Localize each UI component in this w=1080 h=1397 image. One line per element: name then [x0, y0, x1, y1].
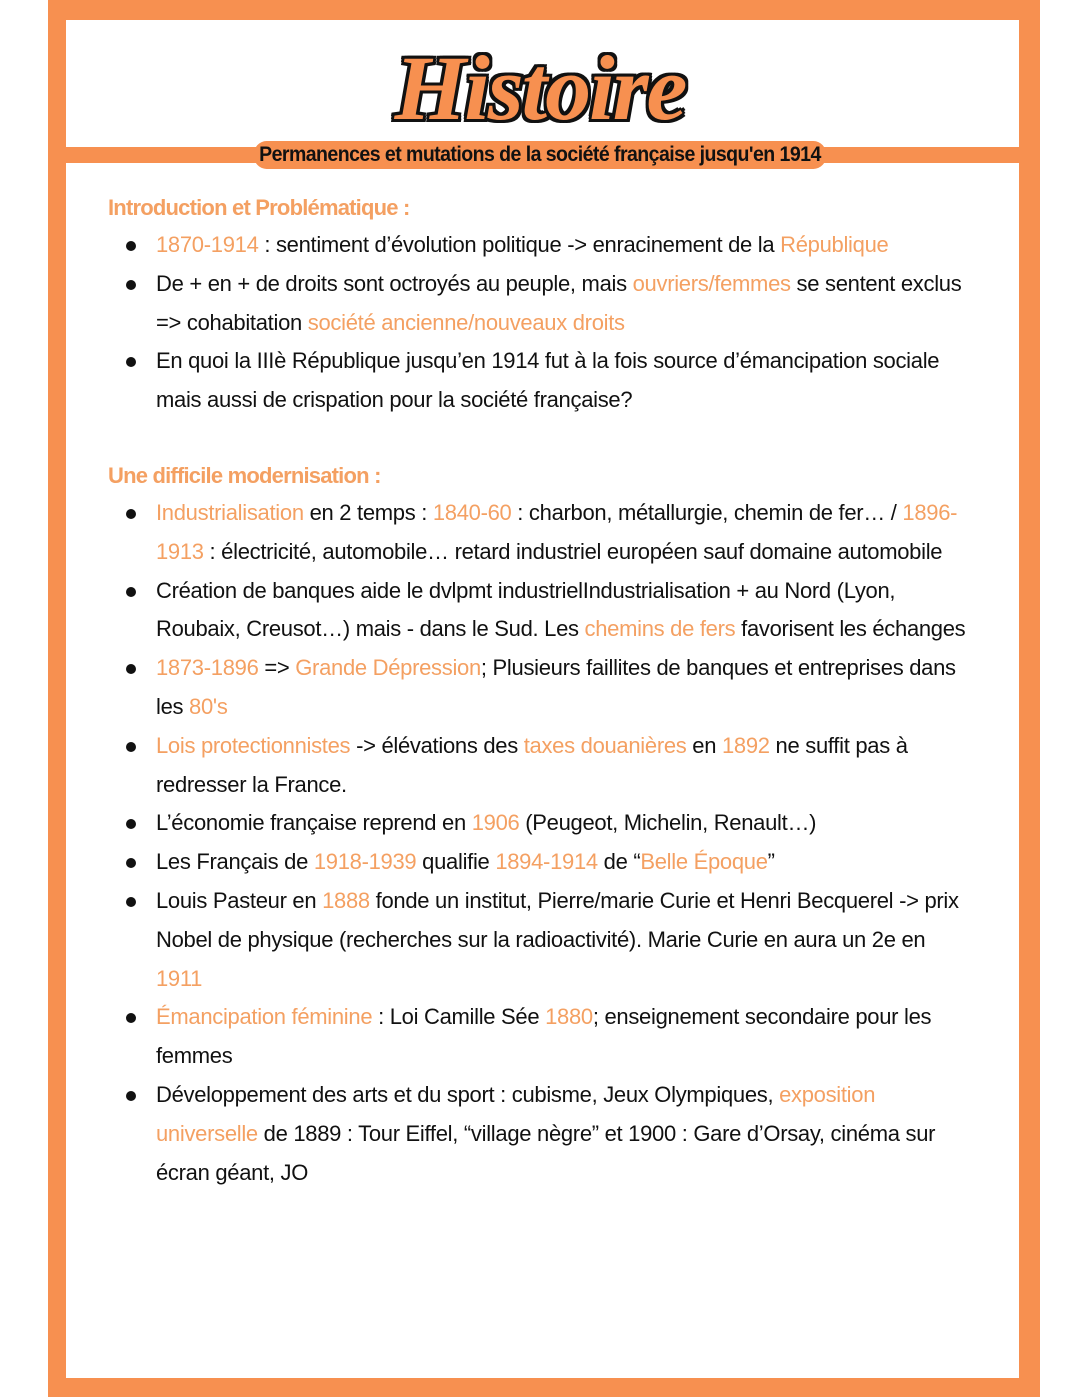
text-segment: ; enseignement secondaire pour les femmes [156, 1004, 932, 1069]
bullet-list [108, 494, 968, 1192]
highlighted-text: société ancienne/nouveaux droits [307, 309, 625, 335]
text-segment: (Peugeot, Michelin, Renault…) [519, 810, 817, 836]
section-heading: Introduction et Problématique : [108, 195, 410, 220]
list-item [156, 342, 968, 420]
list-item [156, 882, 968, 998]
highlighted-text: Grande Dépression [295, 655, 481, 681]
text-segment: fonde un institut, Pierre/marie Curie et Henri Becquerel -> prix Nobel de physique (recherches sur la radioactivité). Marie Curie en aura un 2e en [156, 887, 959, 952]
text-segment: : charbon, métallurgie, chemin de fer… / [511, 499, 903, 525]
text-segment: ne suffit pas à redresser la France. [156, 732, 908, 797]
highlighted-text: 1896-1913 [156, 499, 958, 564]
text-segment: de 1889 : Tour Eiffel, “village nègre” et 1900 : Gare d’Orsay, cinéma sur écran géant, JO [156, 1120, 936, 1185]
highlighted-text: Industrialisation [156, 499, 304, 525]
section [108, 458, 968, 1192]
bullet-list [108, 226, 968, 420]
highlighted-text: taxes douanières [523, 732, 687, 758]
text-segment: Les Français de [156, 849, 314, 875]
text-segment: L’économie française reprend en [156, 810, 472, 836]
text-segment: favorisent les échanges [735, 616, 966, 642]
highlighted-text: 1873-1896 [156, 655, 259, 681]
text-segment: Création de banques aide le dvlpmt industrielIndustrialisation + au Nord (Lyon, Roubaix, Creusot…) mais - dans le Sud. Les [156, 577, 896, 642]
text-segment: de “ [597, 849, 641, 875]
text-segment: -> élévations des [350, 732, 524, 758]
list-item [156, 649, 968, 727]
highlighted-text: 1870-1914 [156, 232, 259, 257]
page-title: Histoire [394, 37, 686, 139]
highlighted-text: ouvriers/femmes [632, 270, 791, 296]
highlighted-text: 1840-60 [432, 499, 512, 525]
list-item [156, 572, 968, 650]
highlighted-text: Émancipation féminine [156, 1004, 373, 1030]
list-item [156, 727, 968, 805]
list-item [156, 804, 968, 843]
highlighted-text: chemins de fers [584, 616, 736, 642]
highlighted-text: Belle Époque [640, 849, 768, 875]
section-heading: Une difficile modernisation : [108, 462, 381, 488]
text-segment: en [686, 732, 722, 758]
highlighted-text: Lois protectionnistes [156, 732, 351, 758]
highlighted-text: 1906 [471, 810, 520, 836]
subtitle-banner [0, 141, 1080, 169]
text-segment: ” [767, 849, 775, 875]
text-segment: se sentent exclus => cohabitation [156, 270, 962, 335]
text-segment: => [258, 655, 296, 681]
list-item [156, 494, 968, 572]
text-segment: De + en + de droits sont octroyés au peuple, mais [156, 270, 633, 296]
text-segment: en 2 temps : [303, 499, 433, 525]
list-item [156, 226, 968, 265]
highlighted-text: 1880 [545, 1004, 593, 1030]
section [108, 190, 968, 420]
page-subtitle: Permanences et mutations de la société française jusqu'en 1914 [254, 141, 827, 169]
text-segment: : électricité, automobile… retard industriel européen sauf domaine automobile [203, 538, 943, 564]
notes-content [108, 190, 968, 1192]
highlighted-text: République [780, 232, 889, 257]
highlighted-text: 1888 [322, 887, 370, 913]
list-item [156, 998, 968, 1076]
text-segment: Développement des arts et du sport : cubisme, Jeux Olympiques, [156, 1081, 780, 1107]
text-segment: Louis Pasteur en [156, 887, 323, 913]
text-segment: En quoi la IIIè République jusqu’en 1914 fut à la fois source d’émancipation sociale mais aussi de crispation pour la société française? [156, 348, 940, 413]
highlighted-text: 80's [189, 693, 228, 719]
list-item [156, 265, 968, 343]
highlighted-text: 1918-1939 [313, 849, 417, 875]
list-item [156, 1076, 968, 1192]
highlighted-text: 1911 [156, 965, 203, 991]
text-segment: ; Plusieurs faillites de banques et entreprises dans les [156, 655, 956, 719]
highlighted-text: exposition universelle [156, 1081, 876, 1146]
text-segment: : Loi Camille Sée [372, 1004, 546, 1030]
highlighted-text: 1894-1914 [495, 849, 598, 875]
text-segment: qualifie [416, 849, 496, 875]
highlighted-text: 1892 [722, 732, 770, 758]
list-item [156, 843, 968, 882]
text-segment: : sentiment d’évolution politique -> enracinement de la [258, 232, 781, 257]
